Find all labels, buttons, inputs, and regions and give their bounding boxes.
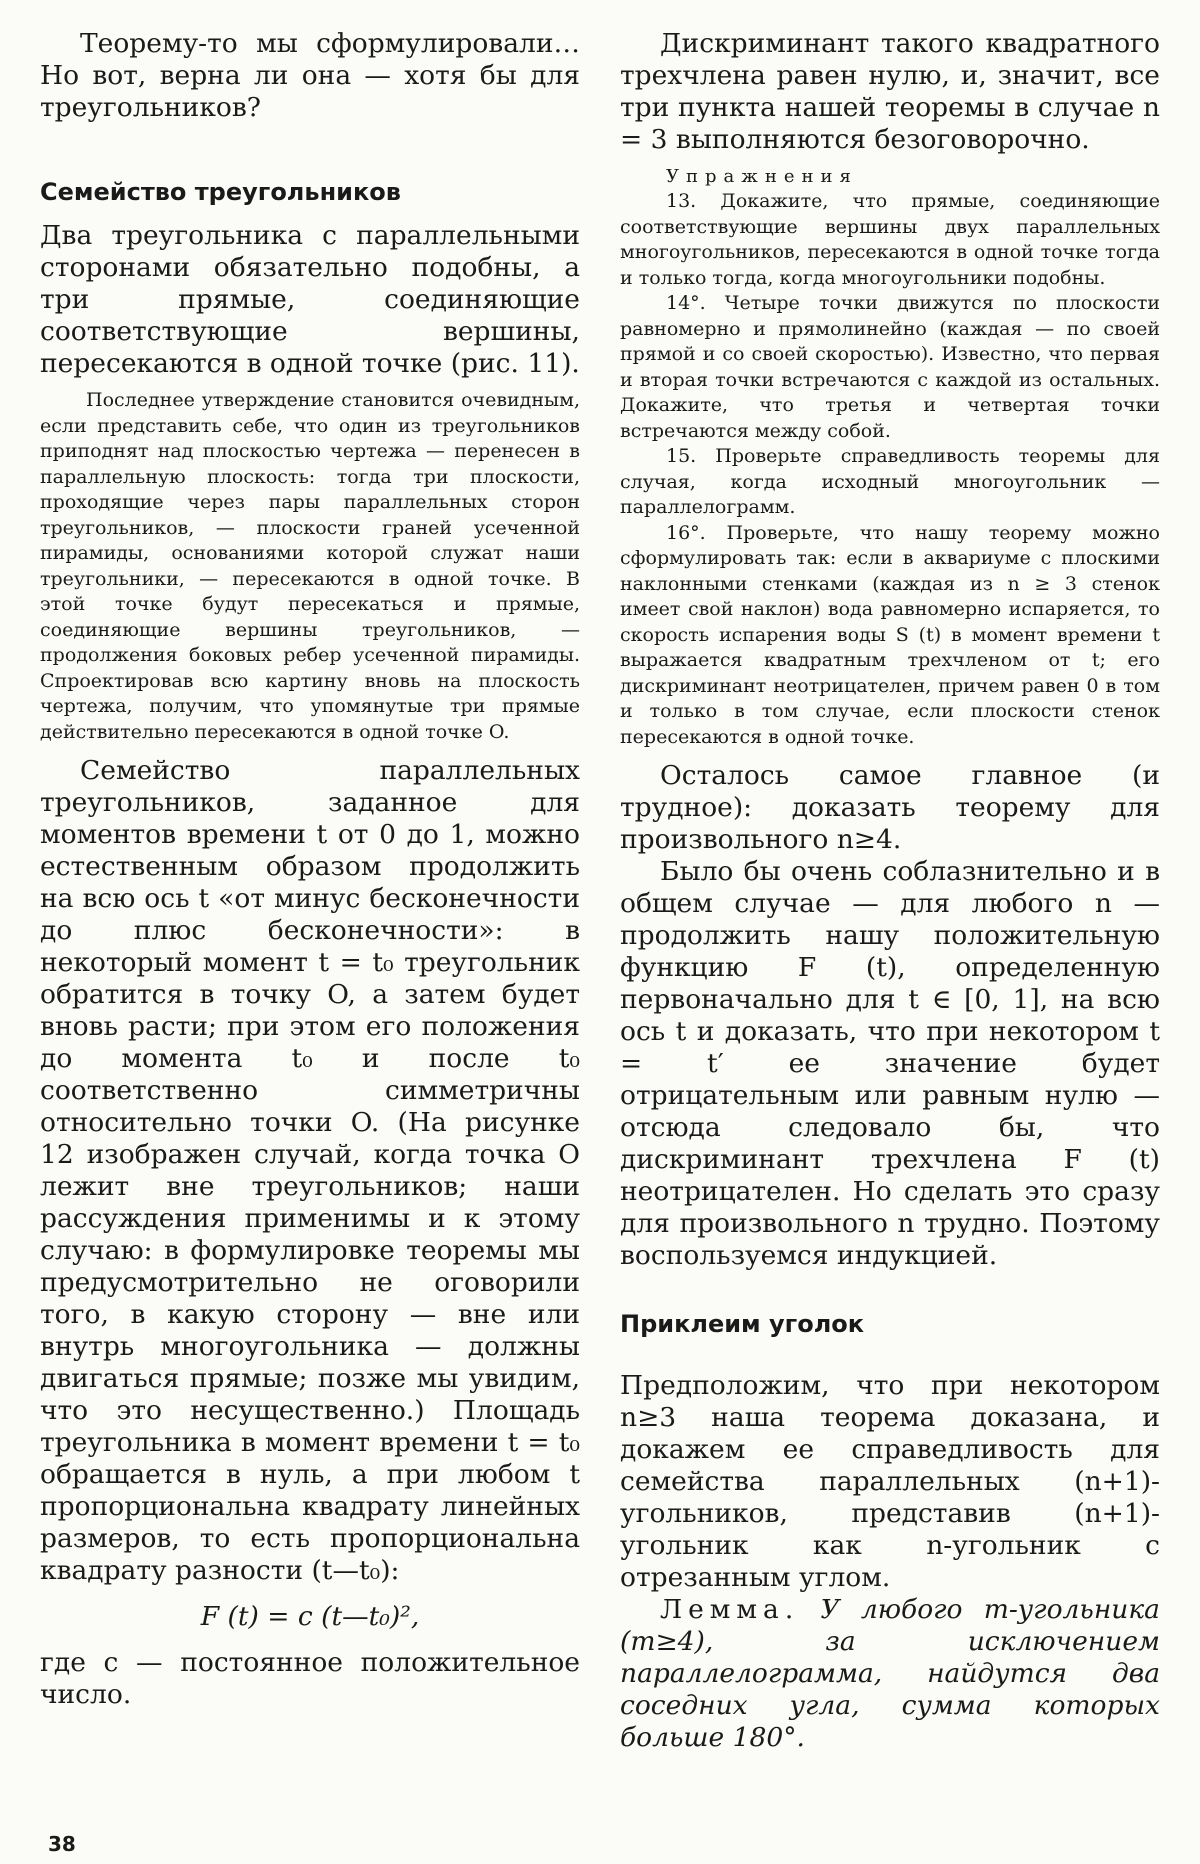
exercises-label: Упражнения (666, 166, 858, 187)
paragraph-remaining: Осталось самое главное (и трудное): доказать теорему для произвольного n≥4. (620, 760, 1160, 855)
exercise-15: 15. Проверьте справедливость теоремы для случая, когда исходный многоугольник — параллелограмм. (620, 445, 1160, 518)
paragraph-parallel-triangles: Два треугольника с параллельными сторонами обязательно подобны, а три прямые, соединяющие соответствующие вершины, пересекаются в одной точке (рис. 11). (40, 220, 580, 379)
paragraph-discriminant: Дискриминант такого квадратного трехчлена равен нулю, и, значит, все три пункта нашей теоремы в случае n = 3 выполняются безоговорочно. (620, 28, 1160, 155)
lemma-paragraph (620, 1594, 1160, 1754)
section-heading-triangles: Семейство треугольников (40, 178, 401, 206)
paragraph-constant: где c — постоянное положительное число. (40, 1647, 580, 1710)
paragraph-assumption: Предположим, что при некотором n≥3 наша теорема доказана, и докажем ее справедливость для семейства параллельных (n+1)-угольников, представив (n+1)-угольник как n-угольник с отрезанным углом. (620, 1370, 1160, 1593)
exercise-13: 13. Докажите, что прямые, соединяющие соответствующие вершины двух параллельных многоугольников, пересекаются в одной точке тогда и только тогда, когда многоугольники подобны. (620, 190, 1160, 289)
section-heading-corner: Приклеим уголок (620, 1310, 865, 1338)
lemma-text: У любого m-угольника (m≥4), за исключением параллелограмма, найдутся два соседних угла, сумма которых больше 180°. (620, 1594, 1160, 1753)
page-number: 38 (48, 1832, 76, 1856)
formula: F (t) = c (t—t₀)², (200, 1601, 420, 1632)
exercise-14: 14°. Четыре точки движутся по плоскости равномерно и прямолинейно (каждая — по своей прямой и со своей скоростью). Известно, что первая и вторая точки встречаются с каждой из остальных. Докажите, что третья и четвертая точки встречаются между собой. (620, 292, 1160, 442)
paragraph-induction: Было бы очень соблазнительно и в общем случае — для любого n — продолжить нашу положительную функцию F (t), определенную первоначально для t ∈ [0, 1], на всю ось t и доказать, что при некотором t = t′ ее значение будет отрицательным или равным нулю — отсюда следовало бы, что дискриминант трехчлена F (t) неотрицателен. Но сделать это сразу для произвольного n трудно. Поэтому воспользуемся индукцией. (620, 856, 1160, 1271)
right-column (620, 28, 1160, 1754)
note-paragraph: Последнее утверждение становится очевидным, если представить себе, что один из треугольников приподнят над плоскостью чертежа — перенесен в параллельную плоскость: тогда три плоскости, проходящие через пары параллельных сторон треугольников, — плоскости граней усеченной пирамиды, основаниями которой служат наши треугольники, — пересекаются в одной точке. В этой точке будут пересекаться и прямые, соединяющие вершины треугольников, — продолжения боковых ребер усеченной пирамиды. Спроектировав всю картину вновь на плоскость чертежа, получим, что упомянутые три прямые действительно пересекаются в одной точке O. (40, 389, 580, 743)
left-column (40, 28, 580, 1711)
lemma-label: Лемма. (660, 1594, 800, 1625)
intro-paragraph: Теорему-то мы сформулировали… Но вот, верна ли она — хотя бы для треугольников? (40, 28, 580, 123)
exercise-16: 16°. Проверьте, что нашу теорему можно сформулировать так: если в аквариуме с плоскими наклонными стенками (каждая из n ≥ 3 стенок имеет свой наклон) вода равномерно испаряется, то скорость испарения воды S (t) в момент времени t выражается квадратным трехчленом от t; его дискриминант неотрицателен, причем равен 0 в том и только в том случае, если плоскости стенок пересекаются в одной точке. (620, 521, 1160, 748)
paragraph-family: Семейство параллельных треугольников, заданное для моментов времени t от 0 до 1, можно естественным образом продолжить на всю ось t «от минус бесконечности до плюс бесконечности»: в некоторый момент t = t₀ треугольник обратится в точку O, а затем будет вновь расти; при этом его положения до момента t₀ и после t₀ соответственно симметричны относительно точки O. (На рисунке 12 изображен случай, когда точка O лежит вне треугольников; наши рассуждения применимы и к этому случаю: в формулировке теоремы мы предусмотрительно не оговорили того, в какую сторону — вне или внутрь многоугольника — должны двигаться прямые; позже мы увидим, что это несущественно.) Площадь треугольника в момент времени t = t₀ обращается в нуль, а при любом t пропорциональна квадрату линейных размеров, то есть пропорциональна квадрату разности (t—t₀): (40, 755, 580, 1586)
